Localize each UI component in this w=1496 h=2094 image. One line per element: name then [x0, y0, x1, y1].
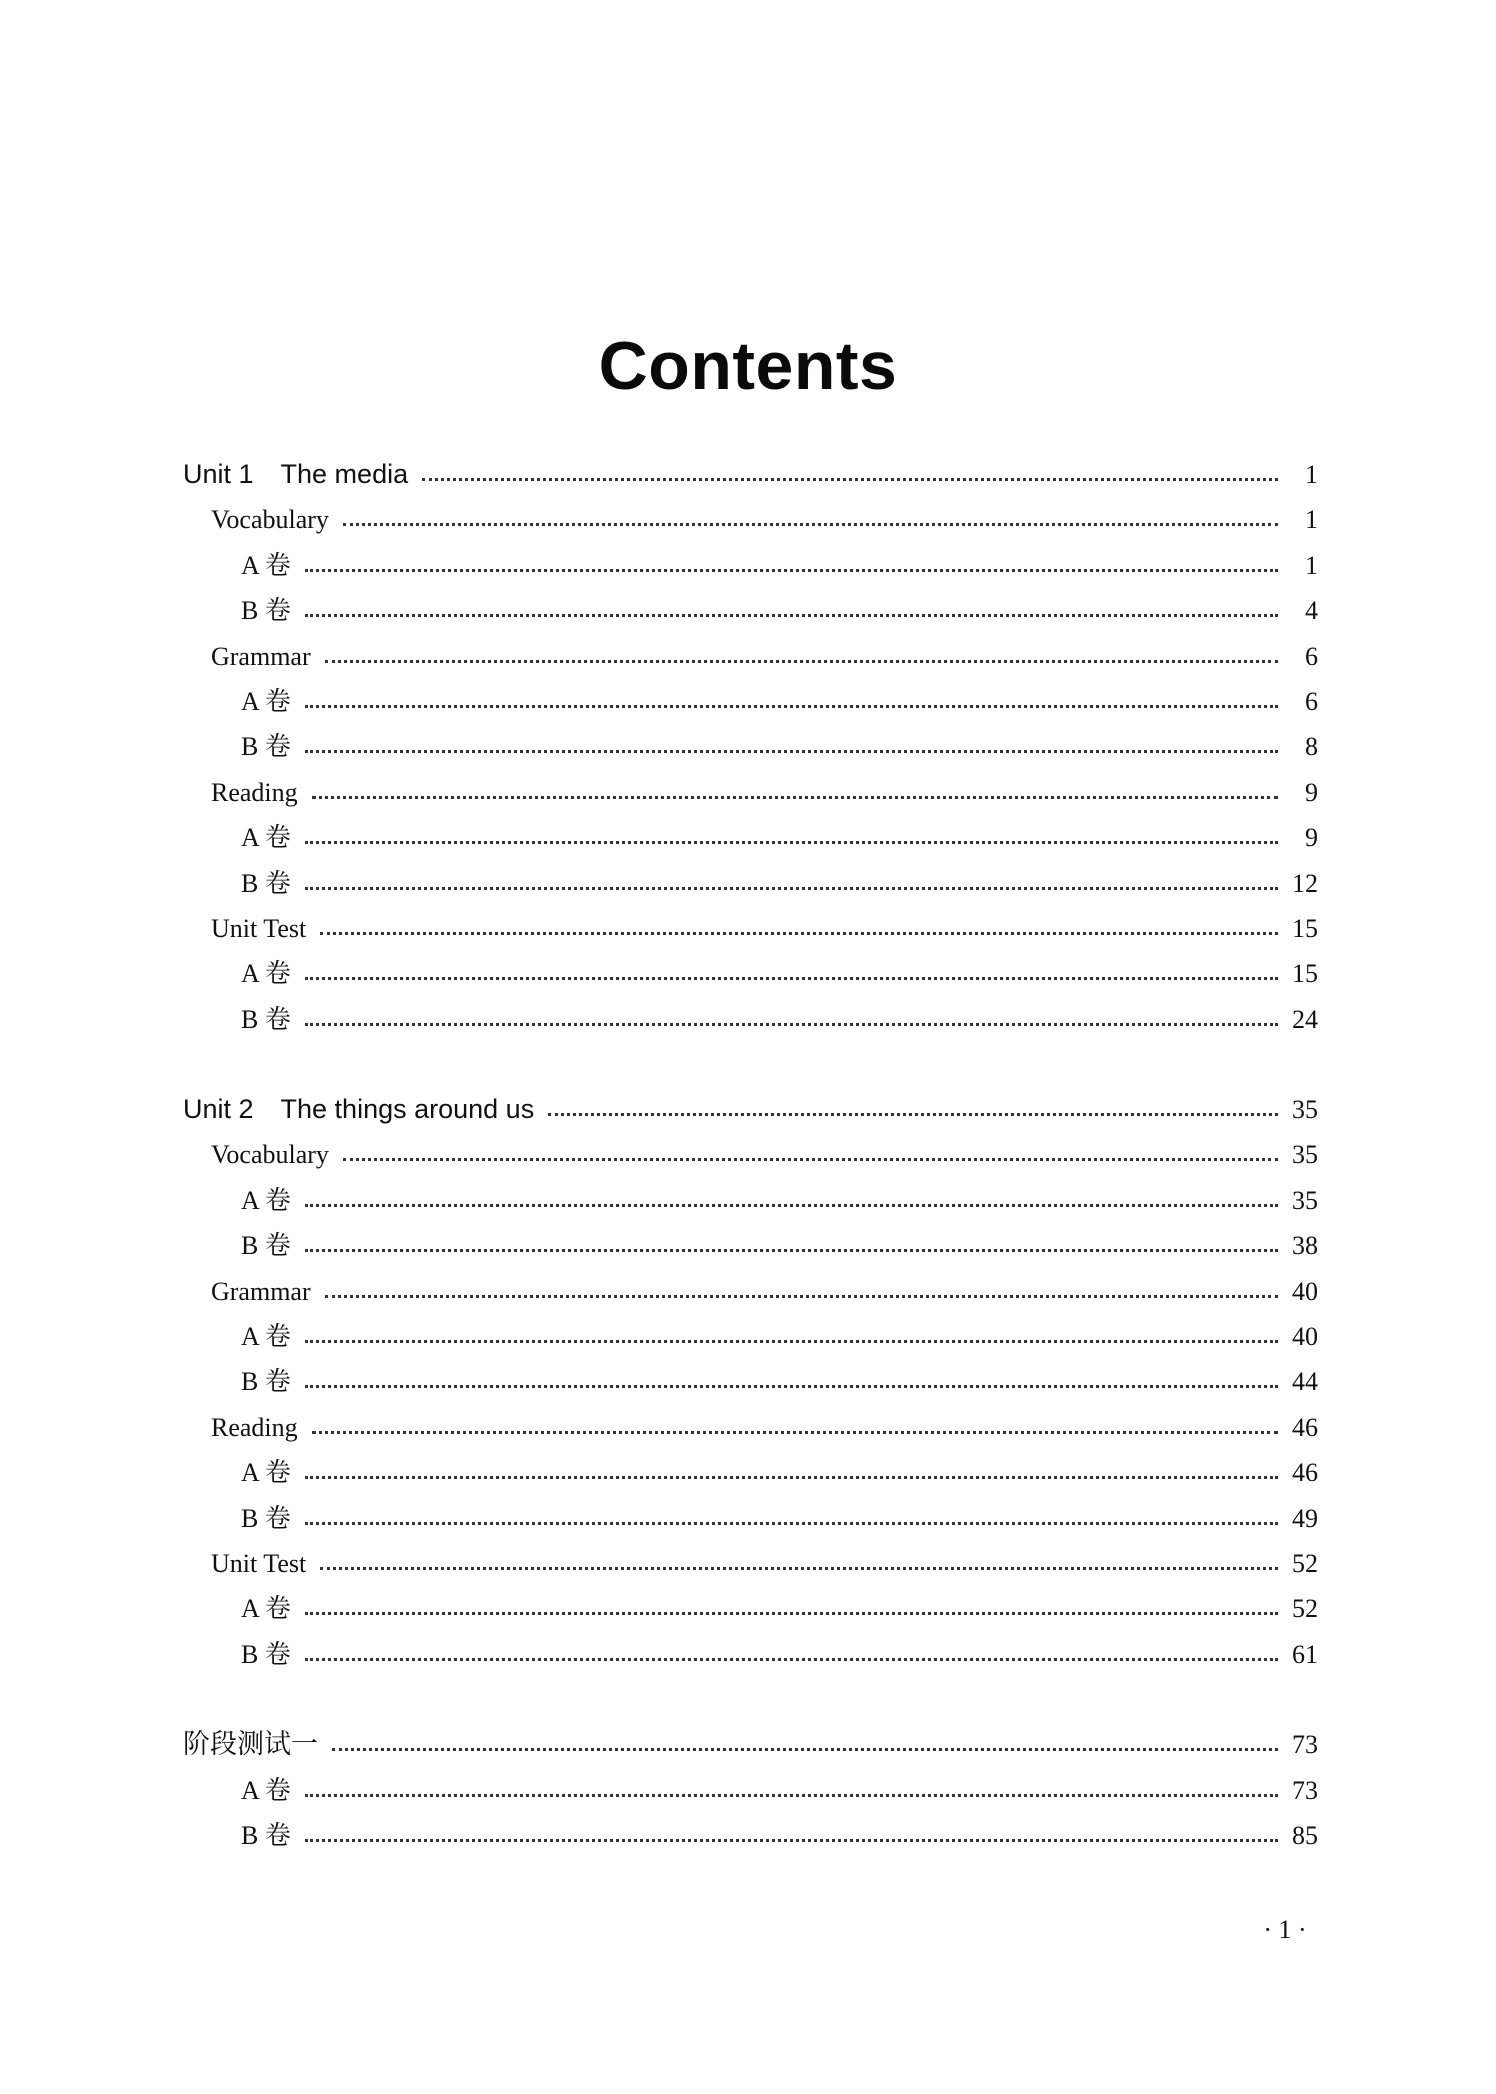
- dot-leader: [305, 1650, 1278, 1661]
- toc-entry-label: Unit Test: [211, 913, 307, 943]
- toc-entry[interactable]: [183, 1722, 1318, 1767]
- toc-entry-label: B 卷: [241, 732, 291, 762]
- toc-entry[interactable]: [183, 1359, 1318, 1404]
- toc-entry-label: Reading: [211, 1412, 298, 1442]
- dot-leader: [312, 1423, 1278, 1434]
- dot-leader: [343, 515, 1278, 526]
- toc-entry[interactable]: [183, 634, 1318, 679]
- toc-entry[interactable]: [183, 497, 1318, 542]
- toc-entry-label: Unit 1 The media: [183, 459, 409, 489]
- toc-entry[interactable]: [183, 997, 1318, 1042]
- dot-leader: [305, 1015, 1278, 1026]
- toc-entry-label: A 卷: [241, 959, 291, 989]
- toc-entry-label: B 卷: [241, 1367, 291, 1397]
- toc-entry-label: B 卷: [241, 1231, 291, 1261]
- toc-entry-label: A 卷: [241, 1594, 291, 1624]
- toc-entry[interactable]: [183, 815, 1318, 860]
- toc-entry-page-number: 6: [1305, 686, 1318, 716]
- toc-entry-label: Grammar: [211, 1276, 311, 1306]
- toc-entry-label: B 卷: [241, 1004, 291, 1034]
- dot-leader: [305, 697, 1278, 708]
- toc-entry[interactable]: [183, 861, 1318, 906]
- toc-entry-page-number: 1: [1305, 550, 1318, 580]
- toc-entry[interactable]: [183, 1632, 1318, 1677]
- dot-leader: [343, 1150, 1278, 1161]
- toc-entry[interactable]: [183, 906, 1318, 951]
- toc-entry-page-number: 8: [1305, 732, 1318, 762]
- toc-entry-page-number: 15: [1292, 913, 1318, 943]
- toc-entry[interactable]: [183, 452, 1318, 497]
- toc-entry[interactable]: [183, 770, 1318, 815]
- toc-entry-page-number: 1: [1305, 505, 1318, 535]
- toc-entry-label: Vocabulary: [211, 505, 329, 535]
- toc-entry-label: Vocabulary: [211, 1140, 329, 1170]
- dot-leader: [320, 924, 1278, 935]
- dot-leader: [305, 606, 1278, 617]
- dot-leader: [305, 1377, 1278, 1388]
- page-number-footer: · 1 ·: [1263, 1915, 1307, 1944]
- toc-entry-page-number: 35: [1292, 1095, 1318, 1125]
- toc-entry[interactable]: [183, 1405, 1318, 1450]
- dot-leader: [305, 833, 1278, 844]
- toc-entry-page-number: 40: [1292, 1322, 1318, 1352]
- dot-leader: [332, 1740, 1278, 1751]
- toc-entry-page-number: 46: [1292, 1412, 1318, 1442]
- toc-entry-label: A 卷: [241, 1775, 291, 1805]
- toc-entry-page-number: 9: [1305, 777, 1318, 807]
- toc-entry-label: B 卷: [241, 868, 291, 898]
- dot-leader: [305, 742, 1278, 753]
- toc-entry[interactable]: [183, 1132, 1318, 1177]
- toc-entry[interactable]: [183, 1496, 1318, 1541]
- toc-entry-label: Reading: [211, 777, 298, 807]
- toc-entry-label: B 卷: [241, 1503, 291, 1533]
- dot-leader: [305, 1604, 1278, 1615]
- dot-leader: [305, 1332, 1278, 1343]
- toc-entry-label: A 卷: [241, 686, 291, 716]
- toc-entry-page-number: 73: [1292, 1775, 1318, 1805]
- toc-entry-page-number: 12: [1292, 868, 1318, 898]
- toc-entry[interactable]: [183, 1586, 1318, 1631]
- toc-entry-label: A 卷: [241, 1458, 291, 1488]
- dot-leader: [305, 1514, 1278, 1525]
- toc-section: [183, 452, 1318, 1042]
- dot-leader: [548, 1105, 1278, 1116]
- toc-entry[interactable]: [183, 1813, 1318, 1858]
- toc-section: [183, 1722, 1318, 1858]
- toc-entry-page-number: 9: [1305, 823, 1318, 853]
- dot-leader: [305, 879, 1278, 890]
- toc-entry-label: A 卷: [241, 1322, 291, 1352]
- dot-leader: [320, 1559, 1278, 1570]
- toc-entry[interactable]: [183, 1087, 1318, 1132]
- toc-entry-page-number: 40: [1292, 1276, 1318, 1306]
- toc-entry-page-number: 44: [1292, 1367, 1318, 1397]
- toc-entry-page-number: 35: [1292, 1185, 1318, 1215]
- toc-entry-page-number: 38: [1292, 1231, 1318, 1261]
- toc-entry-page-number: 46: [1292, 1458, 1318, 1488]
- dot-leader: [325, 1287, 1278, 1298]
- toc-entry-label: A 卷: [241, 550, 291, 580]
- dot-leader: [312, 788, 1278, 799]
- toc-entry-page-number: 15: [1292, 959, 1318, 989]
- toc-entry[interactable]: [183, 1178, 1318, 1223]
- toc-entry-page-number: 85: [1292, 1820, 1318, 1850]
- toc-entry[interactable]: [183, 588, 1318, 633]
- toc-entry-label: 阶段测试一: [183, 1729, 318, 1760]
- toc-entry-label: Unit 2 The things around us: [183, 1094, 535, 1125]
- toc-entry[interactable]: [183, 1269, 1318, 1314]
- dot-leader: [305, 1786, 1278, 1797]
- toc-entry-page-number: 49: [1292, 1503, 1318, 1533]
- dot-leader: [305, 1241, 1278, 1252]
- toc-entry[interactable]: [183, 1223, 1318, 1268]
- toc-entry-page-number: 4: [1305, 596, 1318, 626]
- toc-entry-page-number: 24: [1292, 1004, 1318, 1034]
- toc-entry-page-number: 6: [1305, 641, 1318, 671]
- toc-entry[interactable]: [183, 724, 1318, 769]
- toc-entry-page-number: 1: [1305, 460, 1318, 489]
- toc-entry-page-number: 73: [1292, 1730, 1318, 1760]
- toc-section: [183, 1087, 1318, 1677]
- toc-entry-page-number: 52: [1292, 1594, 1318, 1624]
- toc-entry-label: A 卷: [241, 1185, 291, 1215]
- toc-entry[interactable]: [183, 1768, 1318, 1813]
- toc-entry[interactable]: [183, 1314, 1318, 1359]
- toc-entry-label: Grammar: [211, 641, 311, 671]
- dot-leader: [305, 561, 1278, 572]
- dot-leader: [422, 470, 1278, 481]
- table-of-contents: [183, 452, 1318, 1858]
- toc-entry-label: Unit Test: [211, 1548, 307, 1578]
- toc-entry-label: B 卷: [241, 1820, 291, 1850]
- toc-entry-page-number: 52: [1292, 1548, 1318, 1578]
- dot-leader: [325, 652, 1278, 663]
- toc-entry-label: B 卷: [241, 1639, 291, 1669]
- toc-entry[interactable]: [183, 543, 1318, 588]
- toc-entry[interactable]: [183, 1450, 1318, 1495]
- toc-entry-page-number: 35: [1292, 1140, 1318, 1170]
- toc-entry[interactable]: [183, 679, 1318, 724]
- toc-entry-label: B 卷: [241, 596, 291, 626]
- toc-entry[interactable]: [183, 951, 1318, 996]
- toc-entry-page-number: 61: [1292, 1639, 1318, 1669]
- dot-leader: [305, 969, 1278, 980]
- toc-entry[interactable]: [183, 1541, 1318, 1586]
- dot-leader: [305, 1196, 1278, 1207]
- dot-leader: [305, 1468, 1278, 1479]
- toc-entry-label: A 卷: [241, 823, 291, 853]
- page-title: Contents: [598, 327, 898, 404]
- dot-leader: [305, 1831, 1278, 1842]
